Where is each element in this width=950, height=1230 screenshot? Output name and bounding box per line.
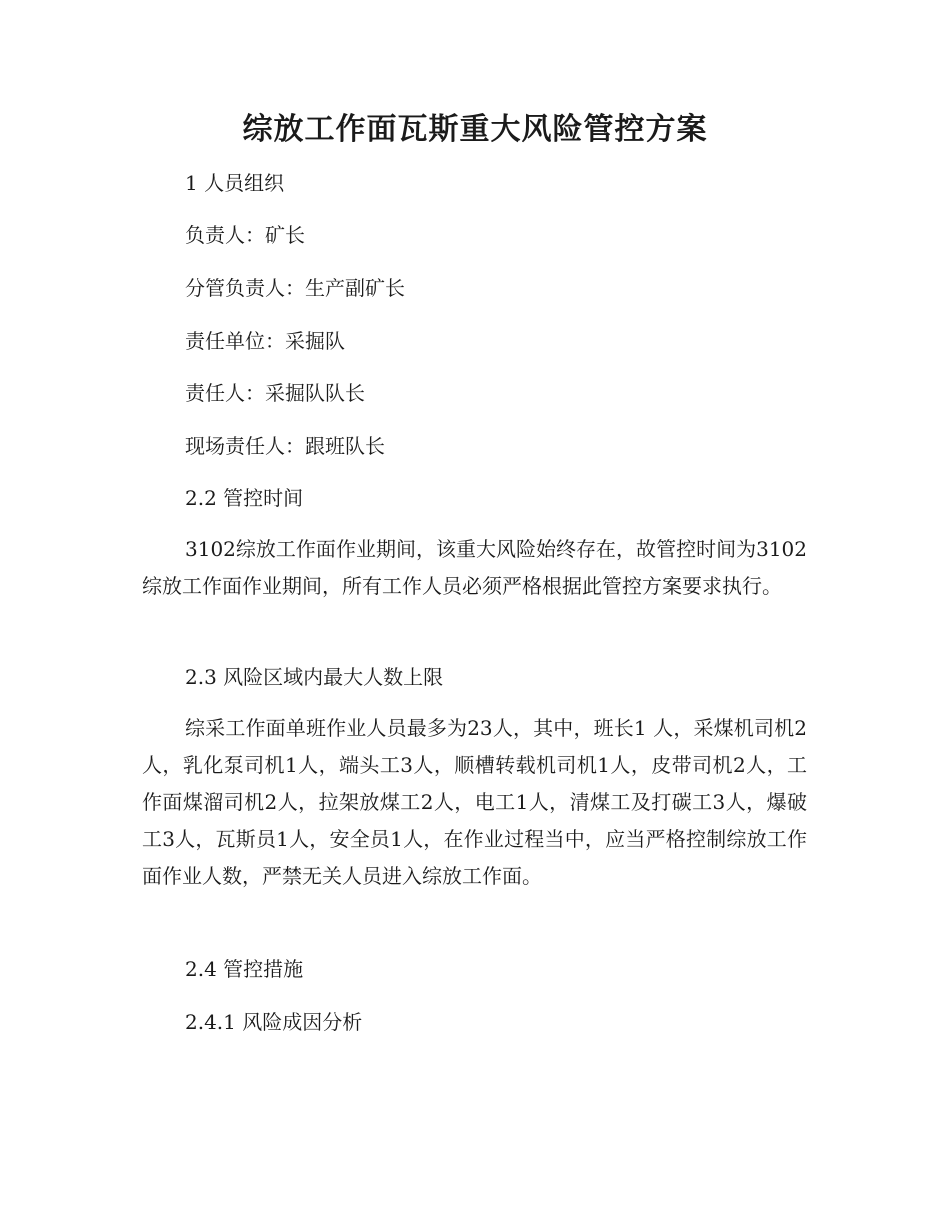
section-heading-measures: 2.4 管控措施: [185, 957, 304, 981]
section-heading-risk-cause: 2.4.1 风险成因分析: [185, 1010, 363, 1034]
deputy-responsible-line: 分管负责人：生产副矿长: [185, 276, 405, 300]
responsible-person-line: 负责人：矿长: [185, 223, 305, 247]
responsible-individual-line: 责任人：采掘队队长: [185, 381, 365, 405]
onsite-responsible-line: 现场责任人：跟班队长: [185, 434, 385, 458]
section-heading-control-time: 2.2 管控时间: [185, 486, 304, 510]
section-heading-max-people: 2.3 风险区域内最大人数上限: [185, 665, 444, 689]
max-people-paragraph: 综采工作面单班作业人员最多为23人，其中，班长1 人，采煤机司机2人，乳化泵司机1人，端头工3人，顺槽转载机司机1人，皮带司机2人，工作面煤溜司机2人，拉架放煤工2人，电工1人，清煤工及打碳工3人，爆破工3人，瓦斯员1人，安全员1人，在作业过程当中，应当严格控制综放工作面作业人数，严禁无关人员进入综放工作面。: [142, 716, 807, 888]
responsible-unit-line: 责任单位：采掘队: [185, 329, 345, 353]
control-time-paragraph: 3102综放工作面作业期间，该重大风险始终存在，故管控时间为3102综放工作面作业期间，所有工作人员必须严格根据此管控方案要求执行。: [142, 537, 807, 598]
document-title: 综放工作面瓦斯重大风险管控方案: [242, 112, 708, 147]
section-heading-personnel: 1 人员组织: [185, 171, 285, 195]
